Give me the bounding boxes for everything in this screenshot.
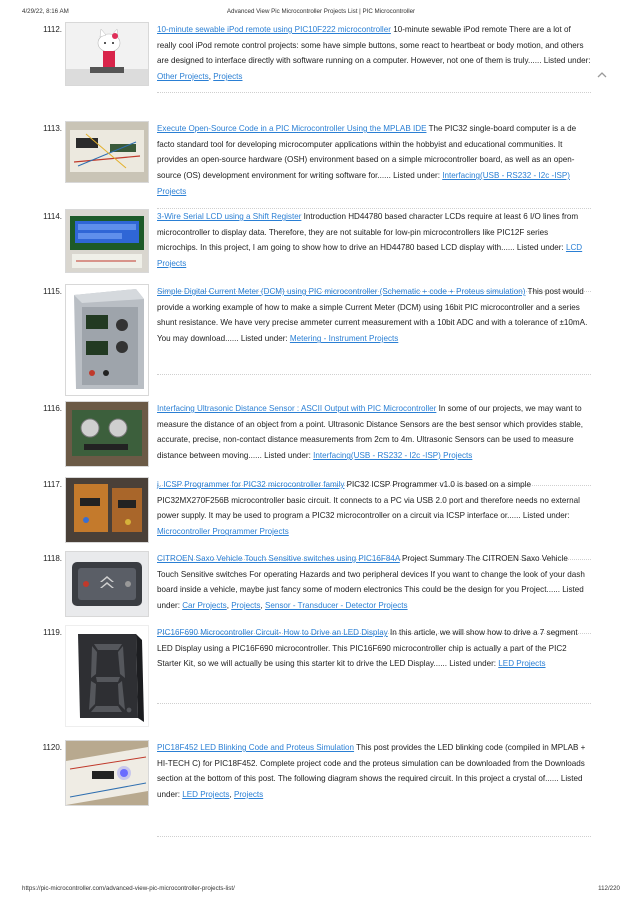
entry-body: CITROEN Saxo Vehicle Touch Sensitive switches using PIC16F84A Project Summary The CITROEN Saxo Vehicle Touch Sensitive switches For operating Hazards and two peripheral devices If you want to change the look of your dash board inside a vehicle, maybe just fancy some of modern electronics This could be the design for you Project...... Listed under: Car Projects, Projects, Sensor - Transducer - Detector Projects [157,554,585,611]
ultrasonic-sensor-board-photo[interactable] [65,401,149,467]
project-title-link[interactable]: PIC16F690 Microcontroller Circuit- How to Drive an LED Display [157,628,388,637]
listed-under-label: Listed under: [393,171,440,181]
listed-under-label: Listed under: [516,243,564,253]
category-link[interactable]: Projects [213,72,243,82]
project-description: 10-minute sewable iPod remote There are a lot of really cool iPod remote control projects: some have simple buttons, some react to heartbeat or body motion, and others are designed to interface directly with software running on a computer. However, not one of them is truly...... [157,25,584,66]
page-url: https://pic-microcontroller.com/advanced-view-pic-microcontroller-projects-list/ [22,885,235,892]
entry-number: 1120. [42,743,62,752]
entry-body [157,401,591,464]
entry-body [157,625,591,672]
listed-under-label: Listed under: [543,56,591,66]
category-link[interactable]: Projects [231,601,261,611]
category-link[interactable]: Microcontroller Programmer Projects [157,527,289,537]
project-description: Introduction HD44780 based character LCDs require at least 6 I/O lines from microcontroller to display data. Therefore, they are not suitable for low-pin microcontrollers like PIC12F series microchips. In this project, I am going to show how to drive an HD44780 based LCD display with...... [157,212,579,253]
project-title-link[interactable]: PIC18F452 LED Blinking Code and Proteus Simulation [157,743,355,752]
entry-number: 1112. [43,25,62,34]
category-link[interactable]: Car Projects [182,601,227,611]
print-date: 4/29/22, 8:16 AM [22,8,69,15]
project-description: The PIC32 single-board computer is a de facto standard tool for developing microcomputer applications within the hobbyist and educational communities. It provides an open-source hardware (OSH) environment based on a simple microcontroller board, as well as an open-source (OS) development environment for writing software for...... [157,124,577,181]
print-footer [22,885,620,895]
scroll-to-top-button[interactable] [596,68,608,80]
entry-body [157,284,591,347]
entry-number: 1114. [43,212,62,221]
project-description: Project Summary The CITROEN Saxo Vehicle Touch Sensitive switches For operating Hazards and two peripheral devices If you want to change the look of your dash board inside a vehicle, maybe just fancy some of modern electronics This could be the design for you Project...... [157,554,585,595]
project-title-link[interactable]: j. ICSP Programmer for PIC32 microcontroller family [157,480,345,489]
entry-number: 1115. [43,287,62,296]
led-breadboard-photo[interactable] [65,740,149,806]
entry-divider [157,92,591,93]
bench-power-supply-photo[interactable] [65,284,149,396]
category-link[interactable]: Other Projects [157,72,209,82]
category-link[interactable]: LCD Projects [157,243,583,269]
entry-body: PIC18F452 LED Blinking Code and Proteus Simulation This post provides the LED blinking code (compiled in MPLAB + HI-TECH C) for PIC18F452. Complete project code and the proteus simulation can be downloaded from the Downloads section at the bottom of this post. The following diagram shows the required circuit. In this project a crystal of...... Listed under: LED Projects, Projects [157,743,586,800]
entry-body [157,209,591,272]
project-description: In some of our projects, we may want to measure the distance of an object from a point. Ultrasonic Distance Sensors are the best sensor which provides stable, accurate, precise, non-contact distance measurements from 2cm to 4m. Ultrasonic Sensors can be used to measure distance between moving...... [157,404,584,461]
seven-segment-display-photo[interactable] [65,625,149,727]
listed-under-label: Listed under: [240,334,288,344]
category-link[interactable]: LED Projects [182,790,230,800]
project-title-link[interactable]: Execute Open-Source Code in a PIC Microcontroller Using the MPLAB IDE [157,124,427,133]
project-title-link[interactable]: Simple Digital Current Meter (DCM) using PIC microcontroller (Schematic + code + Proteus simulation) [157,287,526,296]
chevron-up-icon [596,69,608,81]
project-title-link[interactable]: CITROEN Saxo Vehicle Touch Sensitive switches using PIC16F84A [157,554,400,563]
category-link[interactable]: Sensor - Transducer - Detector Projects [264,601,408,611]
breadboard-circuit-photo[interactable] [65,121,149,183]
project-description: This post would provide a working example of how to make a simple Current Meter (DCM) using 16bit PIC microcontroller and a series shunt resistance. We have very precise ammeter current measurement with a 10bit ADC and with a tolerance of ±10mA. You may download...... [157,287,588,344]
entry-number: 1113. [43,124,62,133]
category-link[interactable]: Interfacing(USB - RS232 - I2c -ISP) Projects [157,171,570,196]
hello-kitty-ipod-remote-photo[interactable] [65,22,149,86]
entry-number: 1116. [43,404,62,413]
listed-under-label: Listed under: [264,451,311,461]
entry-divider [157,703,591,704]
category-link[interactable]: LED Projects [498,659,546,669]
listed-under-label: Listed under: [157,774,583,800]
entry-divider [157,836,591,837]
entry-divider [157,374,591,375]
project-description: PIC32 ICSP Programmer v1.0 is based on a simple PIC32MX270F256B microcontroller basic circuit. It connects to a PC via USB 2.0 port and therefore needs no external power supply. It may be used to program a PIC32 microcontroller on a circuit via ICSP interface or...... [157,480,580,521]
car-dashboard-panel-photo[interactable] [65,551,149,617]
project-description: This post provides the LED blinking code (compiled in MPLAB + HI-TECH C) for PIC18F452. Complete project code and the proteus simulation can be downloaded from the Downloads section at the bottom of this post. The following diagram shows the required circuit. In this project a crystal of...... [157,743,586,784]
category-link[interactable]: Metering - Instrument Projects [289,334,399,344]
blue-lcd-module-photo[interactable] [65,209,149,273]
category-link[interactable]: Projects [233,790,264,800]
listed-under-label: Listed under: [522,511,570,521]
project-title-link[interactable]: 10-minute sewable iPod remote using PIC10F222 microcontroller [157,25,391,34]
programmer-board-photo[interactable] [65,477,149,543]
document-title: Advanced View Pic Microcontroller Projects List | PIC Microcontroller [226,8,416,15]
entry-number: 1117. [43,480,62,489]
project-title-link[interactable]: 3-Wire Serial LCD using a Shift Register [157,212,302,221]
project-title-link[interactable]: Interfacing Ultrasonic Distance Sensor : ASCII Output with PIC Microcontroller [157,404,437,413]
category-link[interactable]: Interfacing(USB - RS232 - I2c -ISP) Projects [313,451,473,461]
entry-body [157,477,591,540]
print-header [22,8,620,18]
project-description: In this article, we will show how to drive a 7 segment LED Display using a PIC16F690 microcontroller. This PIC16F690 microcontroller chip is actually a part of the PIC2 Starter Kit, so we will actually be using this starter kit to drive the LED Display...... [157,628,578,669]
listed-under-label: Listed under: [449,659,497,669]
entry-body: 10-minute sewable iPod remote using PIC10F222 microcontroller 10-minute sewable iPod remote There are a lot of really cool iPod remote control projects: some have simple buttons, some react to heartbeat or body motion, and others are designed to interface directly with software running on a computer. However, not one of them is truly...... Listed under: Other Projects, Projects [157,25,591,82]
entry-body [157,121,591,200]
entry-number: 1118. [43,554,62,563]
page-number: 112/220 [598,885,620,892]
listed-under-label: Listed under: [157,585,584,611]
entry-number: 1119. [43,628,62,637]
